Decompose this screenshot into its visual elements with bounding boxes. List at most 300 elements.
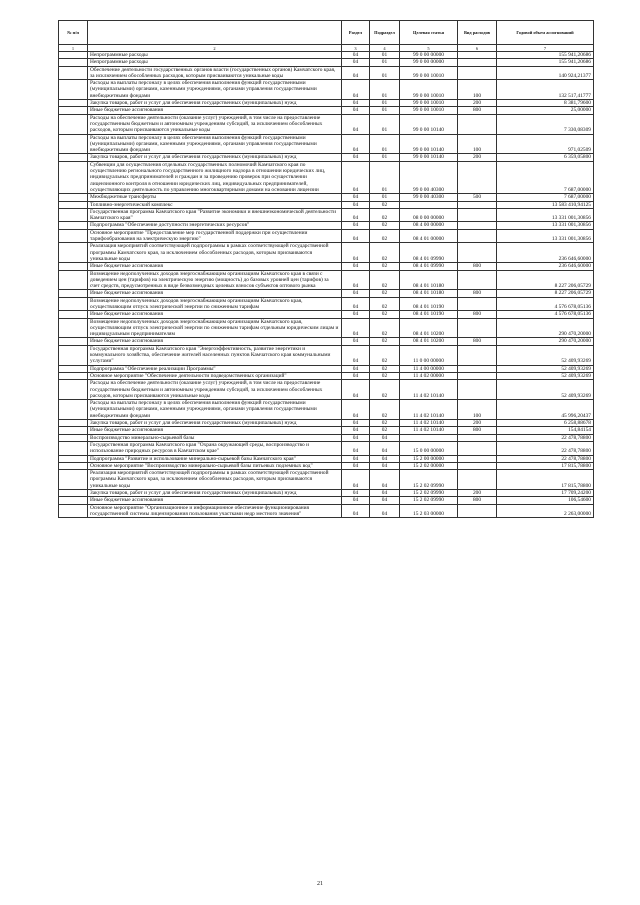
cell-section: 04: [342, 441, 370, 455]
cell-num: [59, 318, 88, 338]
cell-amount: 52 409,93269: [497, 380, 594, 400]
cell-section: 04: [342, 380, 370, 400]
cell-target: 08 4 01 10190: [400, 311, 458, 318]
table-row: [59, 365, 594, 372]
cell-amount: 52 409,93269: [497, 365, 594, 372]
cell-exp-type: [458, 243, 497, 263]
cell-subsection: 01: [370, 59, 400, 66]
cell-amount: 13 331 001,30856: [497, 229, 594, 243]
cell-amount: 17 815,78800: [497, 470, 594, 490]
cell-amount: 236 646,60000: [497, 243, 594, 263]
cell-name: Топливно-энергетический комплекс: [88, 201, 342, 208]
cell-subsection: 04: [370, 497, 400, 504]
cell-subsection: 01: [370, 194, 400, 201]
cell-name: Иные бюджетные ассигнования: [88, 263, 342, 270]
cell-section: 04: [342, 229, 370, 243]
cell-subsection: 04: [370, 441, 400, 455]
cell-amount: 45 996,20437: [497, 400, 594, 420]
cell-name: Расходы на обеспечение деятельности (оказание услуг) учреждений, в том числе на предоставление государственным бюджетным и автономным учреждениям субсидий, за исключением обособленных расходов, которым присваиваются уникальные коды: [88, 380, 342, 400]
cell-target: 15 2 02 09990: [400, 470, 458, 490]
cell-subsection: 02: [370, 420, 400, 427]
cell-exp-type: [458, 380, 497, 400]
table-row: [59, 434, 594, 441]
cell-section: 04: [342, 427, 370, 434]
cell-amount: 290 470,20000: [497, 338, 594, 345]
cell-target: 99 0 00 10140: [400, 114, 458, 134]
cell-section: 04: [342, 372, 370, 379]
table-row: [59, 441, 594, 455]
cell-num: [59, 154, 88, 161]
cell-exp-type: [458, 161, 497, 193]
cell-subsection: 02: [370, 297, 400, 311]
cell-amount: 236 646,60000: [497, 263, 594, 270]
cell-num: [59, 229, 88, 243]
cell-section: 04: [342, 52, 370, 59]
cell-subsection: 01: [370, 52, 400, 59]
table-row: [59, 490, 594, 497]
cell-target: 11 4 00 00000: [400, 365, 458, 372]
cell-name: Возмещение недополученных доходов энергоснабжающим организациям Камчатского края, осуществляющим отпуск электрической энергии по сниженным тарифам отдельным юридическим лицам и индивидуальным предпринимателям: [88, 318, 342, 338]
cell-num: [59, 270, 88, 290]
cell-amount: 22 478,78800: [497, 455, 594, 462]
cell-name: Основное мероприятие "Воспроизводство минерально-сырьевой базы питьевых подземных вод": [88, 462, 342, 469]
cell-name: Межбюджетные трансферты: [88, 194, 342, 201]
cell-subsection: 01: [370, 80, 400, 100]
cell-section: 04: [342, 59, 370, 66]
cell-amount: 17 815,78800: [497, 462, 594, 469]
cell-subsection: 02: [370, 380, 400, 400]
cell-name: Иные бюджетные ассигнования: [88, 290, 342, 297]
cell-name: Подпрограмма "Обеспечение доступности энергетических ресурсов": [88, 222, 342, 229]
cell-section: 04: [342, 311, 370, 318]
table-row: [59, 154, 594, 161]
cell-name: Государственная программа Камчатского края "Энергоэффективность, развитие энергетики и коммунального хозяйства, обеспечение жителей населенных пунктов Камчатского края коммунальными услугами": [88, 345, 342, 365]
cell-subsection: 02: [370, 400, 400, 420]
cell-amount: 4 576 678,05136: [497, 311, 594, 318]
cell-section: 04: [342, 100, 370, 107]
cell-subsection: 01: [370, 114, 400, 134]
cell-name: Государственная программа Камчатского края "Развитие экономики и внешнеэкономической деятельности Камчатского края": [88, 208, 342, 222]
cell-target: 99 0 00 00000: [400, 59, 458, 66]
cell-subsection: 02: [370, 365, 400, 372]
cell-num: [59, 107, 88, 114]
cell-exp-type: [458, 66, 497, 80]
cell-subsection: 02: [370, 270, 400, 290]
cell-section: 04: [342, 134, 370, 154]
cell-target: 99 0 00 00000: [400, 52, 458, 59]
cell-num: [59, 504, 88, 518]
column-number: 4: [370, 45, 400, 52]
column-number: 3: [342, 45, 370, 52]
cell-name: Закупка товаров, работ и услуг для обеспечения государственных (муниципальных) нужд: [88, 154, 342, 161]
cell-amount: 290 470,20000: [497, 318, 594, 338]
cell-target: 15 2 03 00000: [400, 504, 458, 518]
cell-subsection: 02: [370, 345, 400, 365]
cell-name: Закупка товаров, работ и услуг для обеспечения государственных (муниципальных) нужд: [88, 100, 342, 107]
table-row: [59, 243, 594, 263]
cell-target: [400, 434, 458, 441]
cell-name: Иные бюджетные ассигнования: [88, 311, 342, 318]
header-num: № п/п: [59, 21, 88, 45]
cell-target: 11 4 02 10140: [400, 427, 458, 434]
cell-subsection: 04: [370, 490, 400, 497]
cell-target: 08 4 01 10180: [400, 290, 458, 297]
cell-section: 04: [342, 470, 370, 490]
cell-section: 04: [342, 161, 370, 193]
cell-num: [59, 100, 88, 107]
cell-name: Подпрограмма "Развитие и использование минерально-сырьевой базы Камчатского края": [88, 455, 342, 462]
cell-amount: 140 924,21377: [497, 66, 594, 80]
cell-amount: 971,02509: [497, 134, 594, 154]
budget-table-sheet: [58, 20, 593, 518]
cell-exp-type: [458, 455, 497, 462]
header-target: Целевая статья: [400, 21, 458, 45]
cell-num: [59, 59, 88, 66]
column-number: 1: [59, 45, 88, 52]
cell-subsection: 02: [370, 201, 400, 208]
cell-name: Основное мероприятие "Обеспечение деятельности подведомственных организаций": [88, 372, 342, 379]
cell-exp-type: [458, 365, 497, 372]
cell-num: [59, 470, 88, 490]
table-row: [59, 161, 594, 193]
cell-section: 04: [342, 345, 370, 365]
cell-section: 04: [342, 66, 370, 80]
cell-section: 04: [342, 80, 370, 100]
table-row: [59, 222, 594, 229]
cell-exp-type: 200: [458, 420, 497, 427]
cell-amount: 13 331 001,30856: [497, 222, 594, 229]
cell-target: 99 0 00 40300: [400, 194, 458, 201]
cell-num: [59, 365, 88, 372]
cell-target: 99 0 00 10140: [400, 154, 458, 161]
cell-num: [59, 420, 88, 427]
cell-name: Основное мероприятие "Организационное и информационное обеспечение функционирования государственной системы лицензирования пользования участками недр местного значения": [88, 504, 342, 518]
cell-amount: 17 709,24200: [497, 490, 594, 497]
cell-exp-type: [458, 434, 497, 441]
cell-num: [59, 243, 88, 263]
cell-num: [59, 80, 88, 100]
cell-name: Закупка товаров, работ и услуг для обеспечения государственных (муниципальных) нужд: [88, 420, 342, 427]
cell-subsection: 02: [370, 372, 400, 379]
cell-target: 99 0 00 10140: [400, 134, 458, 154]
cell-num: [59, 311, 88, 318]
table-row: [59, 80, 594, 100]
cell-section: 04: [342, 318, 370, 338]
cell-section: 04: [342, 222, 370, 229]
cell-amount: 8 381,79600: [497, 100, 594, 107]
cell-amount: 52 409,93269: [497, 372, 594, 379]
cell-name: Расходы на выплаты персоналу в целях обеспечения выполнения функций государственными (муниципальными) органами, казенными учреждениями, органами управления государственными внебюджетными фондами: [88, 400, 342, 420]
table-row: [59, 318, 594, 338]
cell-amount: 8 227 206,05729: [497, 270, 594, 290]
cell-exp-type: 200: [458, 490, 497, 497]
cell-section: 04: [342, 243, 370, 263]
cell-subsection: 02: [370, 318, 400, 338]
header-row: [59, 21, 594, 45]
cell-target: 08 4 01 09990: [400, 263, 458, 270]
cell-section: 04: [342, 420, 370, 427]
cell-target: 99 0 00 10010: [400, 80, 458, 100]
cell-num: [59, 290, 88, 297]
cell-exp-type: 100: [458, 400, 497, 420]
table-row: [59, 100, 594, 107]
cell-target: 15 2 02 09990: [400, 490, 458, 497]
cell-exp-type: [458, 270, 497, 290]
cell-name: Иные бюджетные ассигнования: [88, 497, 342, 504]
cell-exp-type: [458, 208, 497, 222]
table-row: [59, 263, 594, 270]
table-row: [59, 134, 594, 154]
cell-num: [59, 372, 88, 379]
cell-name: Расходы на выплаты персоналу в целях обеспечения выполнения функций государственными (муниципальными) органами, казенными учреждениями, органами управления государственными внебюджетными фондами: [88, 134, 342, 154]
cell-name: Реализация мероприятий соответствующей подпрограммы в рамках соответствующей государственной программы Камчатского края, за исключением обособленных расходов, которым присваиваются уникальные коды: [88, 470, 342, 490]
cell-num: [59, 427, 88, 434]
cell-amount: 25,00000: [497, 107, 594, 114]
table-row: [59, 345, 594, 365]
cell-amount: 52 409,93269: [497, 345, 594, 365]
cell-target: 11 4 02 10140: [400, 420, 458, 427]
cell-section: 04: [342, 201, 370, 208]
cell-target: 15 0 00 00000: [400, 441, 458, 455]
cell-num: [59, 380, 88, 400]
cell-name: Расходы на обеспечение деятельности (оказание услуг) учреждений, в том числе на предоставление государственным бюджетным и автономным учреждениям субсидий, за исключением обособленных расходов, которым присваиваются уникальные коды: [88, 114, 342, 134]
header-amount: Годовой объем ассигнований: [497, 21, 594, 45]
cell-subsection: 01: [370, 66, 400, 80]
cell-subsection: 04: [370, 462, 400, 469]
cell-num: [59, 455, 88, 462]
cell-section: 04: [342, 194, 370, 201]
header-name: [88, 21, 342, 45]
cell-num: [59, 497, 88, 504]
cell-exp-type: [458, 441, 497, 455]
cell-amount: 155 941,20686: [497, 59, 594, 66]
cell-section: 04: [342, 263, 370, 270]
cell-exp-type: [458, 59, 497, 66]
cell-target: 99 0 00 10010: [400, 66, 458, 80]
cell-amount: 6 359,05800: [497, 154, 594, 161]
cell-amount: 7 687,00000: [497, 161, 594, 193]
cell-subsection: 04: [370, 455, 400, 462]
table-row: [59, 229, 594, 243]
header-section: Раздел: [342, 21, 370, 45]
table-row: [59, 208, 594, 222]
cell-subsection: 02: [370, 290, 400, 297]
cell-exp-type: 800: [458, 338, 497, 345]
cell-subsection: 02: [370, 229, 400, 243]
cell-target: 08 4 01 09990: [400, 243, 458, 263]
cell-num: [59, 441, 88, 455]
cell-amount: 7 687,00000: [497, 194, 594, 201]
cell-exp-type: [458, 345, 497, 365]
cell-target: 15 2 02 09990: [400, 497, 458, 504]
cell-name: Непрограммные расходы: [88, 52, 342, 59]
cell-num: [59, 194, 88, 201]
table-row: [59, 455, 594, 462]
cell-num: [59, 161, 88, 193]
cell-subsection: 01: [370, 107, 400, 114]
cell-section: 04: [342, 290, 370, 297]
cell-exp-type: [458, 372, 497, 379]
cell-num: [59, 400, 88, 420]
cell-target: 99 0 00 40300: [400, 161, 458, 193]
cell-amount: 2 263,00000: [497, 504, 594, 518]
cell-target: 08 4 01 10190: [400, 297, 458, 311]
cell-section: 04: [342, 154, 370, 161]
cell-exp-type: [458, 52, 497, 59]
table-row: [59, 201, 594, 208]
table-row: [59, 427, 594, 434]
cell-num: [59, 66, 88, 80]
cell-name: Непрограммные расходы: [88, 59, 342, 66]
cell-amount: 155 941,20686: [497, 52, 594, 59]
cell-exp-type: 800: [458, 311, 497, 318]
cell-amount: 13 583 410,94125: [497, 201, 594, 208]
cell-amount: 22 478,78800: [497, 441, 594, 455]
cell-exp-type: 200: [458, 100, 497, 107]
cell-target: 08 4 01 10180: [400, 270, 458, 290]
cell-section: 04: [342, 114, 370, 134]
cell-target: 11 4 02 10140: [400, 380, 458, 400]
cell-exp-type: 800: [458, 107, 497, 114]
cell-section: 04: [342, 490, 370, 497]
cell-exp-type: [458, 504, 497, 518]
cell-section: 04: [342, 400, 370, 420]
table-row: [59, 372, 594, 379]
cell-section: 04: [342, 504, 370, 518]
cell-section: 04: [342, 365, 370, 372]
cell-section: 04: [342, 434, 370, 441]
header-subsection: Подраздел: [370, 21, 400, 45]
cell-exp-type: [458, 297, 497, 311]
cell-target: [400, 201, 458, 208]
cell-exp-type: 500: [458, 194, 497, 201]
cell-name: Подпрограмма "Обеспечение реализации Программы": [88, 365, 342, 372]
cell-target: 11 4 02 00000: [400, 372, 458, 379]
cell-num: [59, 338, 88, 345]
cell-name: Расходы на выплаты персоналу в целях обеспечения выполнения функций государственными (муниципальными) органами, казенными учреждениями, органами управления государственными внебюджетными фондами: [88, 80, 342, 100]
column-number-row: [59, 45, 594, 52]
cell-num: [59, 263, 88, 270]
cell-name: Реализация мероприятий соответствующей подпрограммы в рамках соответствующей государственной программы Камчатского края, за исключением обособленных расходов, которым присваиваются уникальные коды: [88, 243, 342, 263]
cell-amount: 132 517,41777: [497, 80, 594, 100]
table-row: [59, 400, 594, 420]
cell-name: Возмещение недополученных доходов энергоснабжающим организациям Камчатского края, осуществляющим отпуск электрической энергии по сниженным тарифам: [88, 297, 342, 311]
cell-exp-type: [458, 201, 497, 208]
cell-exp-type: 100: [458, 80, 497, 100]
cell-num: [59, 208, 88, 222]
cell-amount: 6 258,88678: [497, 420, 594, 427]
cell-name: Субвенции для осуществления отдельных государственных полномочий Камчатского края по осуществлению регионального государственного жилищного надзора в отношении юридических лиц, индивидуальных предпринимателей и граждан и за проведению проверок при осуществлении лицензионного контроля в отношении юридических лиц, индивидуальных предпринимателей, осуществляющих деятельность по управлению многоквартирными домами на основании лицензии: [88, 161, 342, 193]
cell-target: 11 4 02 10140: [400, 400, 458, 420]
cell-target: 08 4 01 10200: [400, 338, 458, 345]
cell-num: [59, 490, 88, 497]
cell-name: Иные бюджетные ассигнования: [88, 427, 342, 434]
cell-subsection: 01: [370, 100, 400, 107]
table-row: [59, 470, 594, 490]
cell-name: Возмещение недополученных доходов энергоснабжающим организациям Камчатского края в связи с доведением цен (тарифов) на электрическую энергию (мощность) до базовых уровней цен (тарифов) за счет средств, предусмотренных в виде безвозмездных целевых взносов субъектов оптового рынка: [88, 270, 342, 290]
cell-target: 08 4 01 00000: [400, 229, 458, 243]
cell-exp-type: [458, 222, 497, 229]
table-row: [59, 338, 594, 345]
cell-exp-type: [458, 462, 497, 469]
cell-target: 08 0 00 00000: [400, 208, 458, 222]
cell-exp-type: [458, 318, 497, 338]
cell-section: 04: [342, 270, 370, 290]
table-row: [59, 462, 594, 469]
cell-amount: 13 331 001,30856: [497, 208, 594, 222]
cell-name: Иные бюджетные ассигнования: [88, 107, 342, 114]
column-number: 5: [400, 45, 458, 52]
table-row: [59, 504, 594, 518]
table-row: [59, 311, 594, 318]
cell-target: 11 0 00 00000: [400, 345, 458, 365]
table-row: [59, 290, 594, 297]
cell-subsection: 02: [370, 263, 400, 270]
cell-amount: 8 227 206,05729: [497, 290, 594, 297]
table-row: [59, 297, 594, 311]
cell-exp-type: 800: [458, 290, 497, 297]
cell-exp-type: [458, 229, 497, 243]
cell-name: Закупка товаров, работ и услуг для обеспечения государственных (муниципальных) нужд: [88, 490, 342, 497]
table-row: [59, 497, 594, 504]
cell-exp-type: 800: [458, 497, 497, 504]
cell-name: Воспроизводство минерально-сырьевой базы: [88, 434, 342, 441]
cell-section: 04: [342, 297, 370, 311]
cell-section: 04: [342, 107, 370, 114]
cell-exp-type: [458, 470, 497, 490]
column-number: 2: [88, 45, 342, 52]
cell-amount: 106,54600: [497, 497, 594, 504]
cell-section: 04: [342, 455, 370, 462]
table-row: [59, 59, 594, 66]
cell-name: Обеспечение деятельности государственных органов власти (государственных органов) Камчатского края, за исключением обособленных расходов, которым присваиваются уникальные коды: [88, 66, 342, 80]
table-row: [59, 52, 594, 59]
budget-table: [58, 20, 594, 518]
cell-subsection: 01: [370, 154, 400, 161]
cell-num: [59, 462, 88, 469]
page-number: 21: [317, 881, 323, 887]
table-row: [59, 270, 594, 290]
table-row: [59, 114, 594, 134]
cell-exp-type: 100: [458, 134, 497, 154]
cell-amount: 154,84154: [497, 427, 594, 434]
header-exp-type: Вид расходов: [458, 21, 497, 45]
cell-num: [59, 201, 88, 208]
cell-subsection: 02: [370, 427, 400, 434]
cell-num: [59, 134, 88, 154]
cell-subsection: 02: [370, 243, 400, 263]
table-row: [59, 107, 594, 114]
table-row: [59, 380, 594, 400]
cell-exp-type: 800: [458, 427, 497, 434]
cell-target: 15 2 00 00000: [400, 455, 458, 462]
cell-subsection: 04: [370, 504, 400, 518]
cell-target: 99 0 00 10010: [400, 107, 458, 114]
cell-section: 04: [342, 462, 370, 469]
cell-section: 04: [342, 208, 370, 222]
column-number: 6: [458, 45, 497, 52]
cell-amount: 7 330,08309: [497, 114, 594, 134]
cell-num: [59, 345, 88, 365]
cell-num: [59, 114, 88, 134]
table-row: [59, 194, 594, 201]
table-row: [59, 66, 594, 80]
cell-target: 15 2 02 00000: [400, 462, 458, 469]
cell-exp-type: [458, 114, 497, 134]
cell-subsection: 02: [370, 338, 400, 345]
cell-name: Иные бюджетные ассигнования: [88, 338, 342, 345]
cell-target: 99 0 00 10010: [400, 100, 458, 107]
